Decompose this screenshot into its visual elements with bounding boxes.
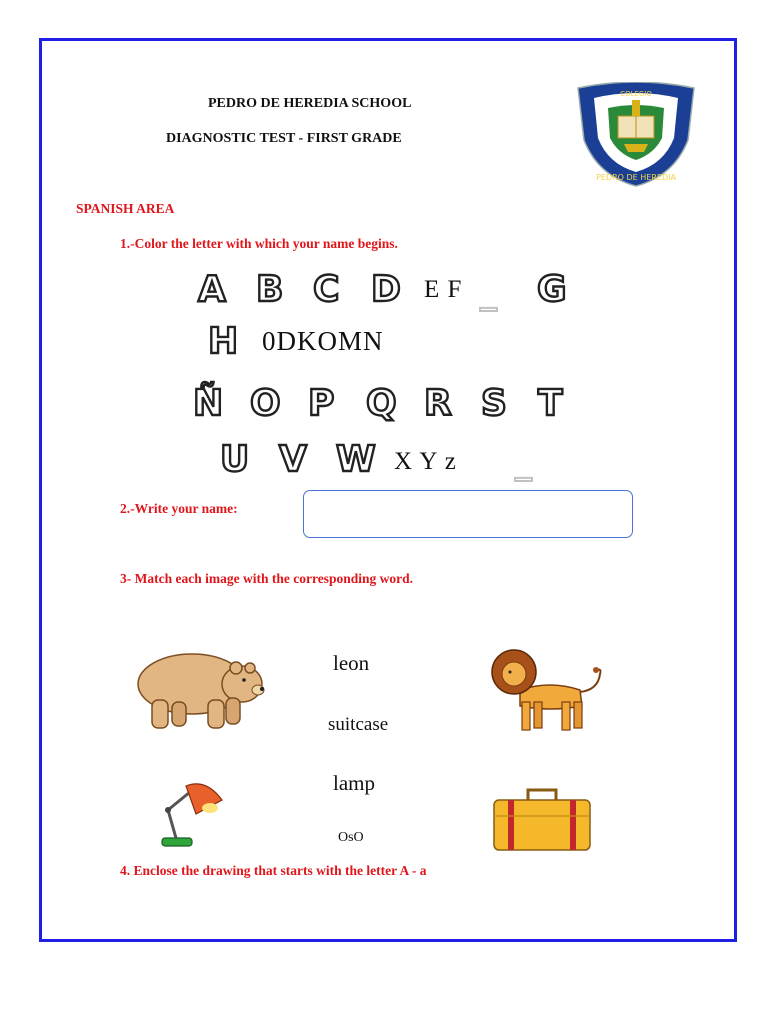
letter-w[interactable]: W xyxy=(336,439,376,480)
letter-q[interactable]: Q xyxy=(366,383,397,424)
word-oso[interactable]: OsO xyxy=(338,830,364,845)
letter-p[interactable]: P xyxy=(308,383,335,424)
letters-row-2-text: 0DKOMN xyxy=(262,326,384,356)
letters-e-f: E F xyxy=(424,276,463,303)
crest-bottom-text: PEDRO DE HEREDIA xyxy=(596,173,676,182)
word-leon[interactable]: leon xyxy=(333,651,370,675)
letter-r[interactable]: R xyxy=(424,383,452,424)
letter-a[interactable]: A xyxy=(198,269,226,310)
letter-c[interactable]: C xyxy=(313,269,340,310)
lamp-image[interactable] xyxy=(156,778,228,850)
question-2: 2.-Write your name: xyxy=(120,501,238,516)
question-3: 3- Match each image with the corresponding word. xyxy=(120,571,413,586)
question-4: 4. Enclose the drawing that starts with the letter A - a xyxy=(120,863,427,878)
letter-o[interactable]: O xyxy=(250,383,281,424)
letter-g-ghost: _ xyxy=(480,272,497,312)
letter-ghost: _ xyxy=(515,442,532,482)
school-name: PEDRO DE HEREDIA SCHOOL xyxy=(208,96,412,111)
crest-top-text: COLEGIO xyxy=(620,90,652,98)
letter-enie[interactable]: Ñ xyxy=(193,383,224,424)
section-title: SPANISH AREA xyxy=(76,201,175,216)
letter-b[interactable]: B xyxy=(256,269,284,310)
lion-image[interactable] xyxy=(490,640,606,736)
letter-t[interactable]: T xyxy=(538,383,563,424)
word-suitcase[interactable]: suitcase xyxy=(328,714,389,735)
letter-s[interactable]: S xyxy=(481,383,507,424)
letter-d[interactable]: D xyxy=(371,269,401,310)
bear-image[interactable] xyxy=(130,640,268,732)
letter-u[interactable]: U xyxy=(220,439,250,480)
school-crest-logo xyxy=(574,82,698,188)
letters-x-y-z: X Y z xyxy=(394,448,457,475)
letter-v[interactable]: V xyxy=(279,439,307,480)
suitcase-image[interactable] xyxy=(490,786,594,854)
letter-h[interactable]: H xyxy=(208,321,239,362)
letter-g[interactable]: G xyxy=(537,269,567,310)
question-1: 1.-Color the letter with which your name begins. xyxy=(120,236,398,251)
name-input-box[interactable] xyxy=(303,490,633,538)
test-title: DIAGNOSTIC TEST - FIRST GRADE xyxy=(166,131,402,146)
word-lamp[interactable]: lamp xyxy=(333,771,375,795)
